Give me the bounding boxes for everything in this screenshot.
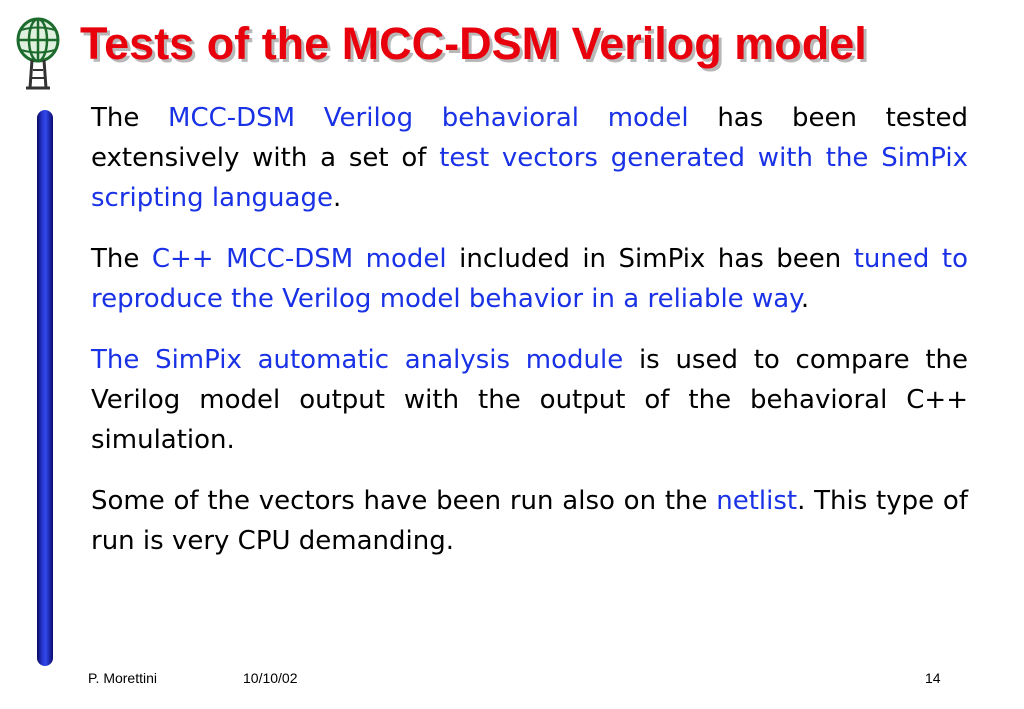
- highlighted-text-run: C++ MCC-DSM model: [151, 244, 447, 274]
- sidebar-decorative-bar: [37, 110, 53, 666]
- highlighted-text-run: test vectors generated with the SimPix scripting language: [91, 143, 968, 213]
- highlighted-text-run: netlist: [716, 486, 798, 516]
- page-number: 14: [925, 670, 941, 686]
- text-run: has been tested extensively with a set of: [91, 103, 969, 173]
- text-run: Some of the vectors have been run also on the: [91, 486, 717, 516]
- highlighted-text-run: The SimPix automatic analysis module: [91, 345, 624, 375]
- paragraph: [91, 98, 968, 218]
- paragraph: [91, 239, 968, 319]
- paragraph: [91, 481, 968, 561]
- paragraph: [91, 340, 968, 460]
- text-run: . This type of run is very CPU demanding.: [91, 486, 968, 556]
- slide-title: Tests of the MCC-DSM Verilog model: [80, 18, 867, 69]
- text-run: The: [91, 103, 169, 133]
- slide-body: [91, 98, 968, 582]
- highlighted-text-run: tuned to reproduce the Verilog model behavior in a reliable way: [91, 244, 968, 314]
- text-run: included in SimPix has been: [446, 244, 854, 274]
- text-run: is used to compare the Verilog model output with the output of the behavioral C++ simulation.: [91, 345, 969, 455]
- text-run: The: [91, 244, 152, 274]
- text-run: .: [800, 284, 810, 314]
- text-run: .: [332, 183, 342, 213]
- footer-date: 10/10/02: [243, 670, 298, 686]
- atlas-globe-icon: [14, 10, 74, 100]
- footer-author: P. Morettini: [88, 670, 157, 686]
- highlighted-text-run: MCC-DSM Verilog behavioral model: [168, 103, 689, 133]
